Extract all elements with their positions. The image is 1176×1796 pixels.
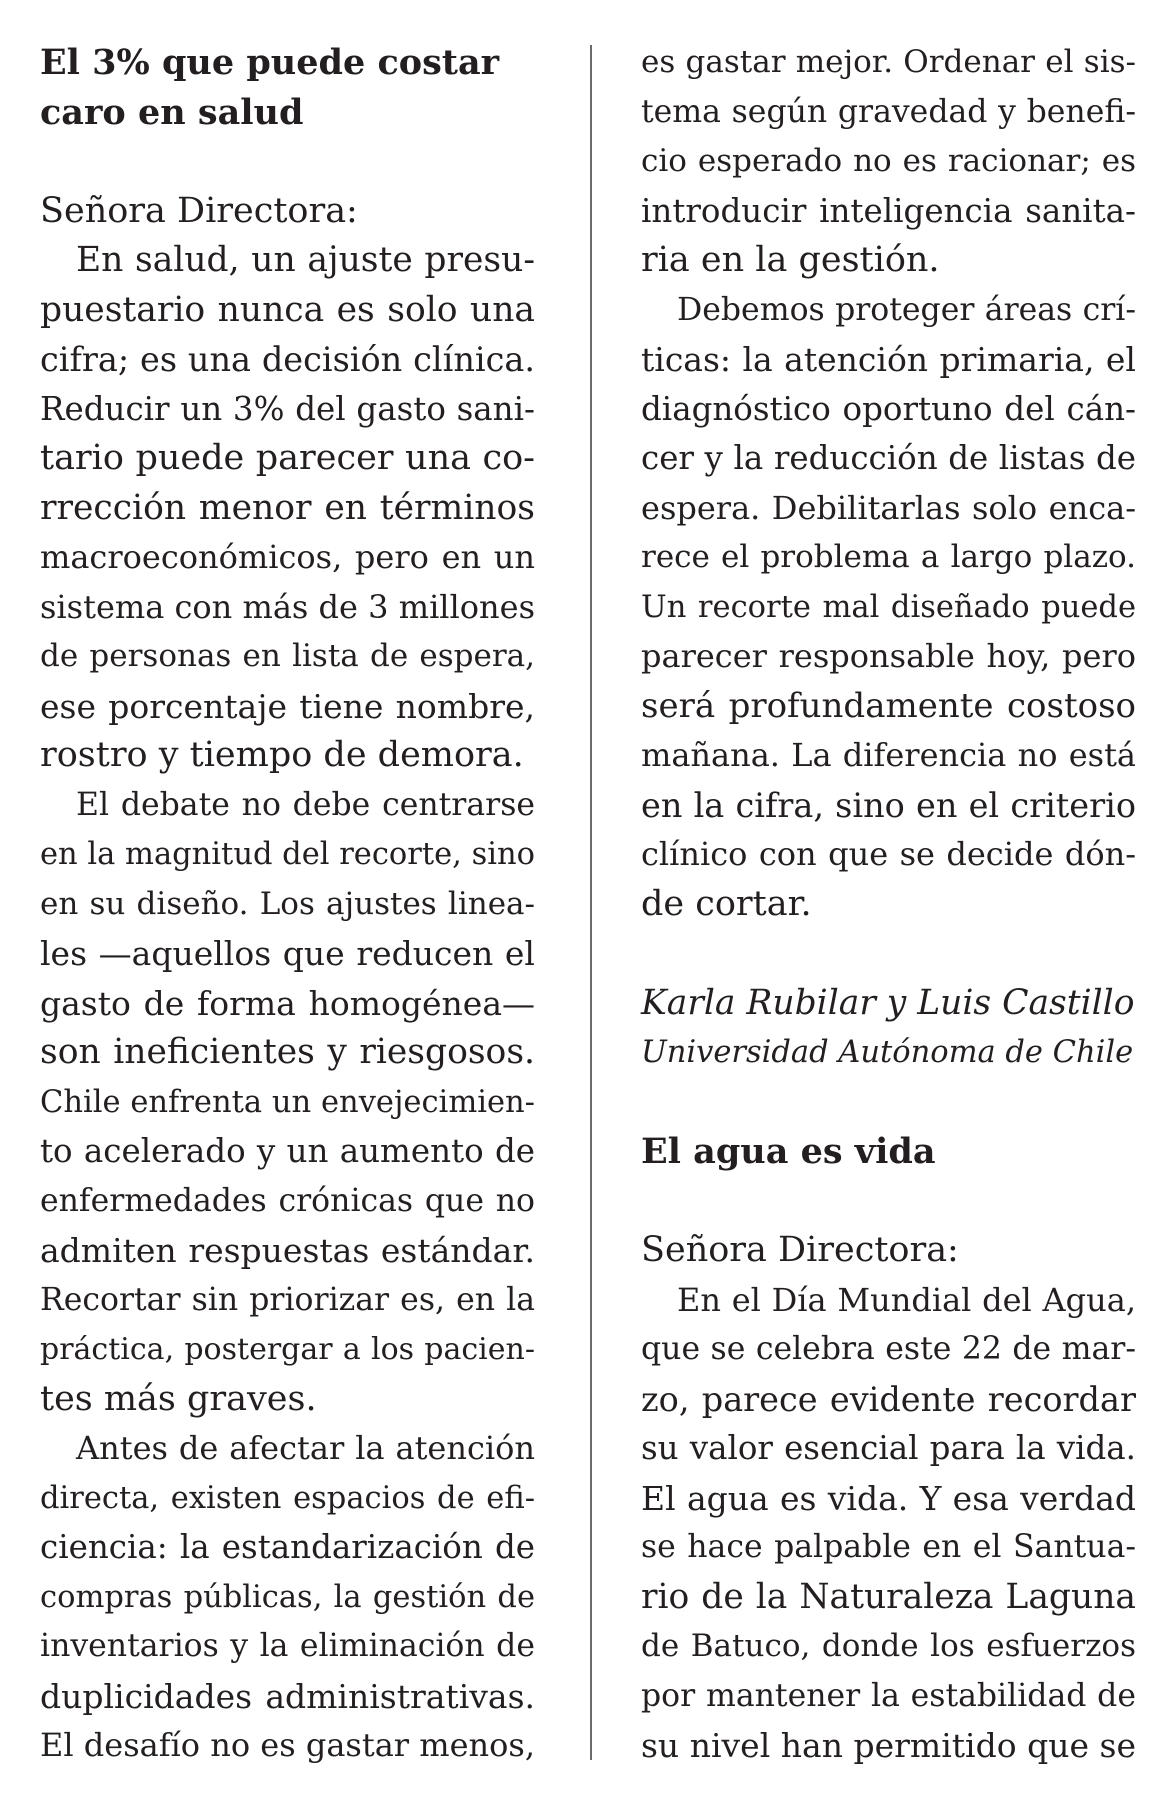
letter2-salutation: Señora Directora: [641, 1230, 959, 1270]
letter2-text-line: que se celebra este 22 de mar- [641, 1331, 1136, 1367]
letter1-text-line: mañana. La diferencia no está [641, 736, 1136, 774]
letter1-text-line: inventarios y la eliminación de [40, 1628, 535, 1664]
letter1-title-line-1: El 3% que puede costar [40, 42, 500, 83]
letter1-text-line: cio esperado no es racionar; es [641, 143, 1136, 179]
letter2-text-line: zo, parece evidente recordar [641, 1379, 1136, 1419]
right-column [641, 38, 1136, 1771]
letter1-text-line: duplicidades administrativas. [40, 1676, 535, 1716]
letter1-text-line: de personas en lista de espera, [40, 638, 535, 674]
letter1-text-line: práctica, postergar a los pacien- [40, 1332, 535, 1367]
letter1-text-line: diagnóstico oportuno del cán- [641, 389, 1136, 428]
letter1-text-line: parecer responsable hoy, pero [641, 637, 1136, 675]
letter1-text-line: El debate no debe centrarse [76, 786, 535, 823]
letter1-text-line: en su diseño. Los ajustes linea- [40, 885, 535, 922]
letter1-title-line-2: caro en salud [40, 91, 304, 133]
letter1-text-line: gasto de forma homogénea— [40, 983, 535, 1023]
letter1-text-line: sistema con más de 3 millones [40, 587, 535, 626]
letter1-text-line: Reducir un 3% del gasto sani- [40, 389, 535, 428]
letter1-text-line: enfermedades crónicas que no [40, 1182, 535, 1219]
letter1-text-line: directa, existen espacios de efi- [40, 1480, 535, 1516]
letter1-text-line: tario puede parecer una co- [40, 438, 535, 478]
letter1-text-line: ria en la gestión. [641, 240, 940, 280]
letter1-text-line: es gastar mejor. Ordenar el sis- [641, 44, 1136, 80]
letter1-text-line: admiten respuestas estándar. [40, 1231, 535, 1270]
letter1-text-line: Debemos proteger áreas crí- [677, 291, 1136, 328]
letter1-text-line: de cortar. [641, 883, 812, 924]
letter2-text-line: En el Día Mundial del Agua, [677, 1280, 1136, 1319]
letter2-text-line: por mantener la estabilidad de [641, 1677, 1136, 1714]
letter2-title: El agua es vida [641, 1131, 936, 1172]
letter2-text-line: El agua es vida. Y esa verdad [641, 1478, 1136, 1518]
letter1-text-line: Chile enfrenta un envejecimien- [40, 1084, 535, 1120]
letter1-text-line: será profundamente costoso [641, 685, 1136, 726]
letter2-text-line: rio de la Naturaleza Laguna [641, 1576, 1136, 1617]
letter1-text-line: Un recorte mal diseñado puede [641, 589, 1136, 625]
letter1-text-line: ticas: la atención primaria, el [641, 340, 1136, 379]
letter1-signature-institution: Universidad Autónoma de Chile [641, 1035, 1134, 1070]
letter1-text-line: rrección menor en términos [40, 487, 535, 528]
letter1-text-line: les —aquellos que reducen el [40, 934, 535, 973]
letter1-text-line: rostro y tiempo de demora. [40, 735, 524, 775]
letter1-text-line: En salud, un ajuste presu- [76, 240, 535, 280]
letter1-salutation: Señora Directora: [40, 190, 358, 231]
letter1-text-line: rece el problema a largo plazo. [641, 539, 1136, 575]
letter1-text-line: to acelerado y un aumento de [40, 1132, 535, 1170]
letter1-text-line: El desafío no es gastar menos, [40, 1726, 535, 1764]
letter1-text-line: puestario nunca es solo una [40, 289, 535, 330]
letter1-text-line: Antes de afectar la atención [76, 1429, 535, 1467]
letter1-text-line: tema según gravedad y benefi- [641, 93, 1136, 130]
left-column [40, 38, 535, 1771]
letter1-signature-names: Karla Rubilar y Luis Castillo [641, 982, 1135, 1023]
letter2-text-line: su nivel han permitido que se [641, 1726, 1136, 1765]
letter2-text-line: su valor esencial para la vida. [641, 1429, 1136, 1467]
letter1-text-line: son ineficientes y riesgosos. [40, 1032, 535, 1072]
letter1-text-line: ciencia: la estandarización de [40, 1528, 535, 1566]
letter1-text-line: macroeconómicos, pero en un [40, 538, 535, 576]
letter1-text-line: compras públicas, la gestión de [40, 1579, 535, 1615]
letter2-text-line: de Batuco, donde los esfuerzos [641, 1628, 1136, 1664]
letter1-text-line: espera. Debilitarlas solo enca- [641, 488, 1136, 527]
letter1-text-line: introducir inteligencia sanita- [641, 191, 1136, 230]
letter1-text-line: en la cifra, sino en el criterio [641, 785, 1136, 825]
letter1-text-line: ese porcentaje tiene nombre, [40, 686, 535, 726]
letter1-text-line: tes más graves. [40, 1378, 317, 1419]
letter1-text-line: cer y la reducción de listas de [641, 439, 1136, 477]
letter1-text-line: en la magnitud del recorte, sino [40, 837, 535, 872]
letter1-text-line: clínico con que se decide dón- [641, 835, 1136, 873]
letter2-text-line: se hace palpable en el Santua- [641, 1529, 1136, 1565]
column-divider [590, 45, 592, 1760]
letter1-text-line: Recortar sin priorizar es, en la [40, 1281, 535, 1318]
letter1-text-line: cifra; es una decisión clínica. [40, 340, 535, 379]
